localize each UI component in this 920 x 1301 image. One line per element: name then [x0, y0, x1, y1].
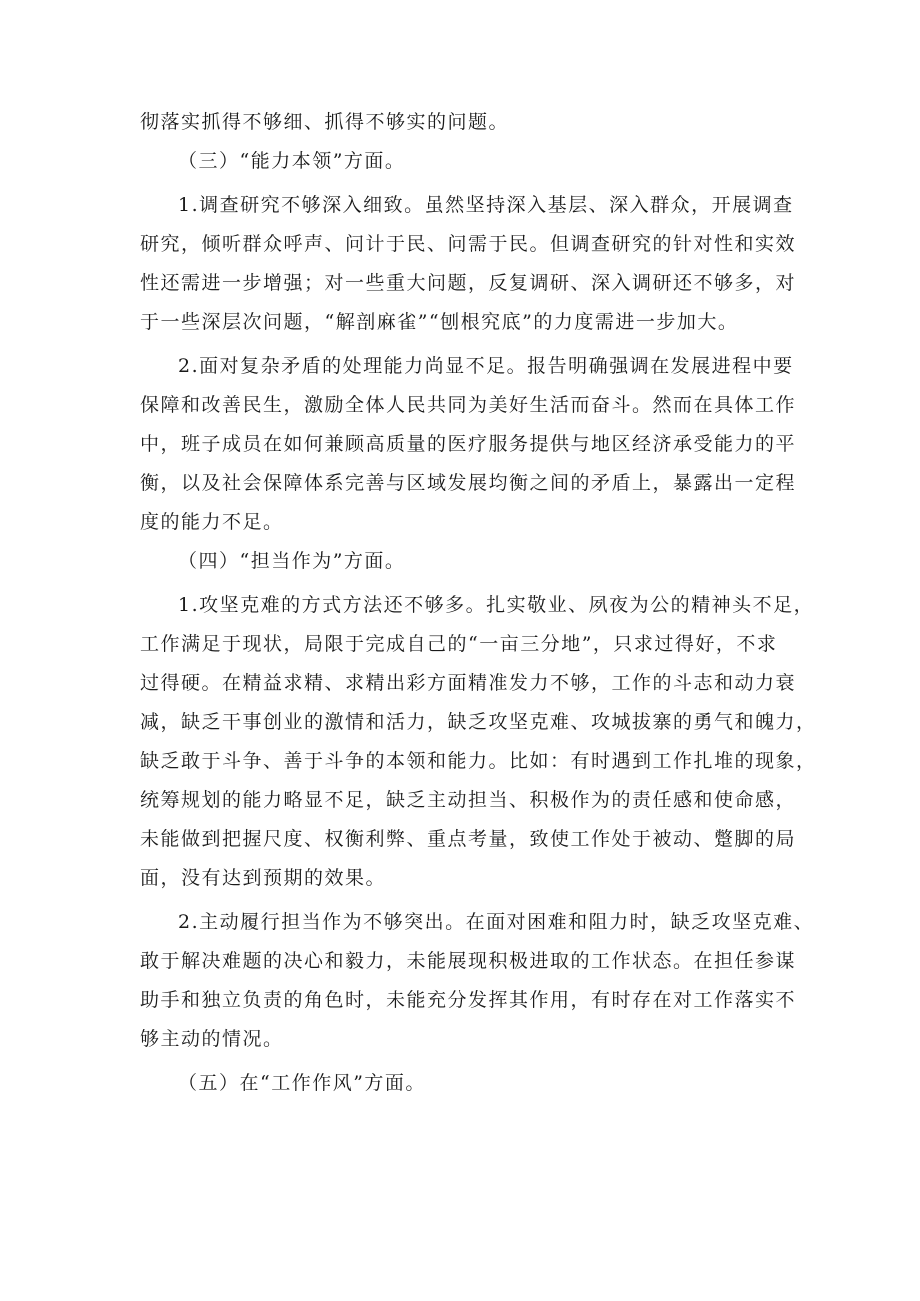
paragraph-4-1-line-4: 减，缺乏干事创业的激情和活力，缺乏攻坚克难、攻城拔寨的勇气和魄力，	[140, 711, 817, 733]
section-heading-5: （五）在“工作作风”方面。	[178, 1072, 426, 1094]
paragraph-4-1-line-3: 过得硬。在精益求精、求精出彩方面精准发力不够，工作的斗志和动力衰	[140, 672, 797, 694]
paragraph-continuation-line-1: 彻落实抓得不够细、抓得不够实的问题。	[140, 111, 510, 133]
paragraph-3-1-line-4: 于一些深层次问题，“解剖麻雀”“刨根究底”的力度需进一步加大。	[140, 311, 739, 333]
paragraph-3-2-line-2: 保障和改善民生，激励全体人民共同为美好生活而奋斗。然而在具体工作	[140, 394, 797, 416]
paragraph-4-2-line-3: 助手和独立负责的角色时，未能充分发挥其作用，有时存在对工作落实不	[140, 989, 797, 1011]
section-heading-4: （四）“担当作为”方面。	[178, 550, 406, 572]
paragraph-3-1-line-3: 性还需进一步增强；对一些重大问题，反复调研、深入调研还不够多，对	[140, 272, 797, 294]
paragraph-4-1-line-1: 1.攻坚克难的方式方法还不够多。扎实敬业、夙夜为公的精神头不足，	[178, 594, 815, 616]
section-heading-3: （三）“能力本领”方面。	[178, 150, 406, 172]
paragraph-4-2-line-1: 2.主动履行担当作为不够突出。在面对困难和阻力时，缺乏攻坚克难、	[178, 911, 815, 933]
paragraph-4-1-line-8: 面，没有达到预期的效果。	[140, 867, 387, 889]
paragraph-3-2-line-5: 度的能力不足。	[140, 511, 284, 533]
paragraph-4-1-line-6: 统筹规划的能力略显不足，缺乏主动担当、积极作为的责任感和使命感，	[140, 789, 797, 811]
document-body	[140, 103, 817, 1103]
paragraph-4-1-line-2: 工作满足于现状，局限于完成自己的“一亩三分地”，只求过得好，不求	[140, 633, 778, 655]
paragraph-3-2-line-4: 衡，以及社会保障体系完善与区域发展均衡之间的矛盾上，暴露出一定程	[140, 472, 797, 494]
paragraph-3-1-line-1: 1.调查研究不够深入细致。虽然坚持深入基层、深入群众，开展调查	[178, 194, 794, 216]
paragraph-3-2-line-1: 2.面对复杂矛盾的处理能力尚显不足。报告明确强调在发展进程中要	[178, 355, 794, 377]
paragraph-4-1-line-5: 缺乏敢于斗争、善于斗争的本领和能力。比如：有时遇到工作扎堆的现象，	[140, 750, 817, 772]
paragraph-4-2-line-4: 够主动的情况。	[140, 1028, 284, 1050]
paragraph-3-1-line-2: 研究，倾听群众呼声、问计于民、问需于民。但调查研究的针对性和实效	[140, 233, 797, 255]
paragraph-4-1-line-7: 未能做到把握尺度、权衡利弊、重点考量，致使工作处于被动、蹩脚的局	[140, 828, 797, 850]
paragraph-4-2-line-2: 敢于解决难题的决心和毅力，未能展现积极进取的工作状态。在担任参谋	[140, 950, 797, 972]
paragraph-3-2-line-3: 中，班子成员在如何兼顾高质量的医疗服务提供与地区经济承受能力的平	[140, 433, 797, 455]
